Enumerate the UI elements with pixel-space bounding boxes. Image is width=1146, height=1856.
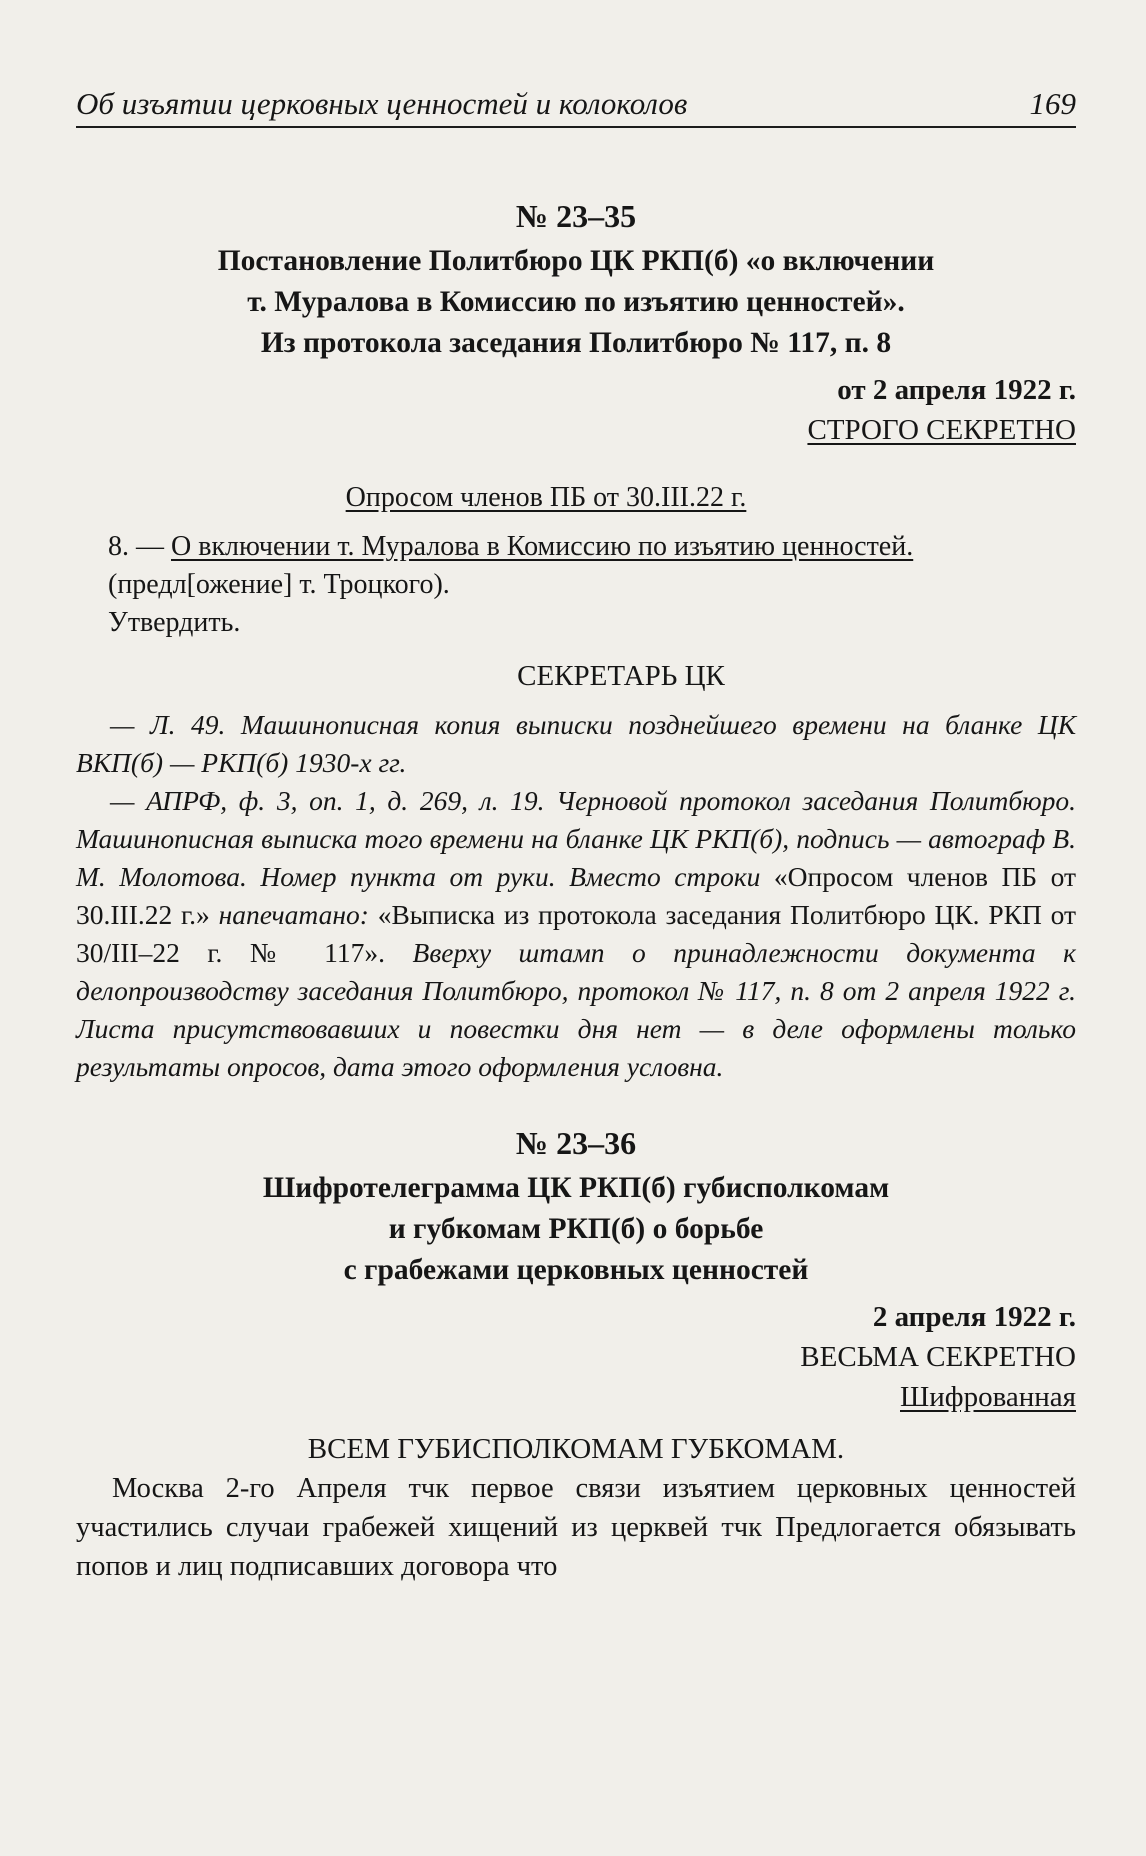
title-line: и губкомам РКП(б) о борьбе xyxy=(388,1213,764,1245)
document-date: от 2 апреля 1922 г. xyxy=(837,374,1076,406)
page-number: 169 xyxy=(1029,86,1076,121)
running-header xyxy=(76,70,1076,128)
telegram-text: Москва 2-го Апреля тчк первое связи изъятием церковных ценностей участились случаи грабежей хищений из церквей тчк Предлогается обязывать попов и лиц подписавших договора что xyxy=(76,1473,1076,1582)
agenda-item-text: О включении т. Муралова в Комиссию по изъятию ценностей. xyxy=(171,531,914,562)
running-title: Об изъятии церковных ценностей и колоколов xyxy=(76,86,688,121)
archival-notes xyxy=(76,706,1076,1086)
document-date: 2 апреля 1922 г. xyxy=(872,1301,1076,1333)
cipher-row xyxy=(76,1377,1076,1417)
document-number: № 23–36 xyxy=(515,1125,637,1161)
archival-note: — Л. 49. Машинописная копия выписки позднейшего времени на бланке ЦК ВКП(б) — РКП(б) 1930-х гг. xyxy=(76,709,1076,778)
secrecy-stamp: СТРОГО СЕКРЕТНО xyxy=(807,414,1076,446)
page-content xyxy=(76,195,1076,1586)
note-quote: «Выписка из протокола заседания Политбюро ЦК. РКП от 30/III–22 г. № 117». xyxy=(76,899,1076,968)
note-part: напечатано: xyxy=(209,899,378,930)
addressee-line: ВСЕМ ГУБИСПОЛКОМАМ ГУБКОМАМ. xyxy=(307,1433,845,1465)
title-line: с грабежами церковных ценностей xyxy=(343,1254,809,1286)
archival-note xyxy=(76,782,1076,1086)
cipher-mark: Шифрованная xyxy=(900,1381,1076,1413)
note-part: — АПРФ, ф. 3, оп. 1, д. 269, л. 19. Черновой протокол заседания Политбюро. Машинописная выписка того времени на бланке ЦК РКП(б), подпись — автограф В. М. Молотова. Номер пункта от руки. Вместо строки xyxy=(76,785,1076,892)
document-title xyxy=(76,241,1076,364)
note-part: Вверху штамп о принадлежности документа к делопроизводству заседания Политбюро, протокол № 117, п. 8 от 2 апреля 1922 г. Листа присутствовавших и повестки дня нет — в деле оформлены только результаты опросов, дата этого оформления условна. xyxy=(76,937,1076,1082)
proposal-line: (предл[ожение] т. Троцкого). xyxy=(108,569,450,600)
signature-line: СЕКРЕТАРЬ ЦК xyxy=(517,660,725,692)
poll-line xyxy=(76,478,1076,518)
poll-text: Опросом членов ПБ от 30.III.22 г. xyxy=(345,482,747,513)
note-quote: «Опросом членов ПБ от 30.III.22 г.» xyxy=(76,861,1076,930)
document-title xyxy=(76,1168,1076,1291)
title-line: Постановление Политбюро ЦК РКП(б) «о включении xyxy=(217,245,935,277)
decision-line: Утвердить. xyxy=(108,607,241,638)
agenda-item xyxy=(76,528,1076,566)
agenda-item-number: 8. — xyxy=(108,531,171,562)
title-line: Шифротелеграмма ЦК РКП(б) губисполкомам xyxy=(262,1172,890,1204)
telegram-body xyxy=(76,1469,1076,1586)
title-line: Из протокола заседания Политбюро № 117, п. 8 xyxy=(260,327,892,359)
secrecy-stamp: ВЕСЬМА СЕКРЕТНО xyxy=(800,1341,1076,1373)
document-23-35 xyxy=(76,195,1076,1086)
title-line: т. Муралова в Комиссию по изъятию ценностей». xyxy=(247,286,905,318)
document-number: № 23–35 xyxy=(515,198,637,234)
secrecy-row xyxy=(76,410,1076,450)
document-23-36 xyxy=(76,1122,1076,1586)
